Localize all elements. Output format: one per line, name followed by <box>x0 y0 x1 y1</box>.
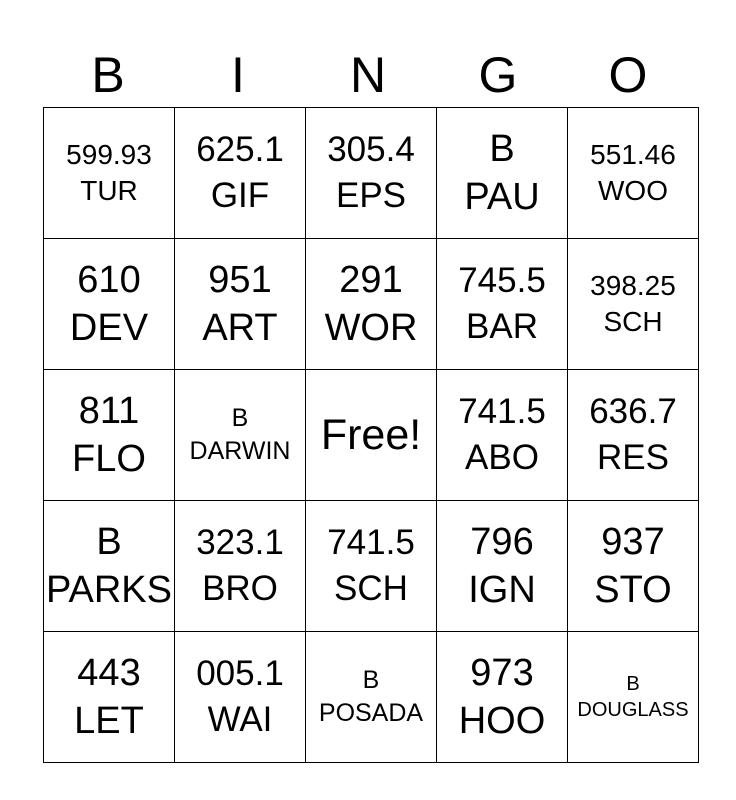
cell-call-number: 973 <box>470 652 534 694</box>
board-row <box>44 239 699 370</box>
bingo-cell[interactable] <box>568 632 699 763</box>
cell-content <box>44 239 174 369</box>
bingo-cell[interactable] <box>568 370 699 501</box>
bingo-cell[interactable] <box>175 239 306 370</box>
cell-content <box>306 501 436 631</box>
cell-call-number: 599.93 <box>66 139 152 170</box>
cell-code: HOO <box>458 700 546 742</box>
cell-call-number: 443 <box>77 652 141 694</box>
cell-content <box>44 501 174 631</box>
bingo-cell[interactable] <box>306 108 437 239</box>
bingo-cell[interactable] <box>437 632 568 763</box>
cell-code: WOO <box>598 175 668 206</box>
cell-content <box>568 108 698 238</box>
bingo-cell[interactable] <box>175 370 306 501</box>
board-row <box>44 370 699 501</box>
cell-code: WAI <box>207 700 273 739</box>
cell-code: FLO <box>72 438 146 480</box>
header-letter-o: O <box>608 47 648 103</box>
bingo-cell[interactable] <box>44 108 175 239</box>
cell-content <box>175 370 305 500</box>
cell-code: BAR <box>466 307 538 346</box>
cell-code: POSADA <box>318 699 424 727</box>
cell-code: SCH <box>603 306 663 337</box>
cell-content <box>568 239 698 369</box>
bingo-cell[interactable] <box>306 501 437 632</box>
cell-code: BRO <box>202 569 278 608</box>
header-letter-n: N <box>349 47 387 103</box>
bingo-cell[interactable] <box>437 370 568 501</box>
header-letter-i: I <box>231 47 245 103</box>
bingo-cell[interactable] <box>175 108 306 239</box>
cell-code: TUR <box>80 175 138 206</box>
cell-content <box>437 108 567 238</box>
bingo-cell[interactable] <box>44 370 175 501</box>
cell-content <box>568 501 698 631</box>
cell-code: DARWIN <box>189 437 291 465</box>
cell-content <box>44 108 174 238</box>
cell-code: WOR <box>324 307 418 349</box>
cell-call-number: 625.1 <box>196 130 284 169</box>
cell-call-number: 610 <box>77 259 141 301</box>
cell-code: EPS <box>335 176 407 215</box>
cell-content <box>44 370 174 500</box>
bingo-cell[interactable] <box>568 239 699 370</box>
cell-call-number: B <box>489 128 515 170</box>
cell-content <box>437 632 567 762</box>
cell-call-number: 741.5 <box>327 523 415 562</box>
bingo-cell[interactable] <box>306 370 437 501</box>
cell-code: IGN <box>468 569 536 611</box>
cell-code: GIF <box>210 176 270 215</box>
cell-code: DOUGLASS <box>577 699 689 721</box>
cell-call-number: 305.4 <box>327 130 415 169</box>
cell-content <box>175 632 305 762</box>
cell-code: STO <box>594 569 672 611</box>
cell-call-number: 323.1 <box>196 523 284 562</box>
bingo-cell[interactable] <box>568 108 699 239</box>
bingo-cell[interactable] <box>306 239 437 370</box>
cell-call-number: 398.25 <box>590 270 676 301</box>
cell-code: RES <box>597 438 669 477</box>
cell-code: PARKS <box>45 569 172 611</box>
cell-call-number: 636.7 <box>589 392 677 431</box>
bingo-cell[interactable] <box>437 501 568 632</box>
cell-content <box>306 632 436 762</box>
cell-content <box>306 108 436 238</box>
cell-call-number: 951 <box>208 259 272 301</box>
cell-code: DEV <box>69 307 149 349</box>
bingo-cell[interactable] <box>44 501 175 632</box>
header-letter-b: B <box>91 47 125 103</box>
bingo-cell[interactable] <box>175 632 306 763</box>
cell-call-number: 811 <box>78 390 140 432</box>
bingo-cell[interactable] <box>175 501 306 632</box>
cell-call-number: 005.1 <box>196 654 284 693</box>
bingo-cell[interactable] <box>437 108 568 239</box>
cell-call-number: B <box>362 666 380 694</box>
bingo-header <box>43 40 693 110</box>
cell-content <box>306 239 436 369</box>
free-space-label: Free! <box>320 410 422 459</box>
cell-content <box>306 370 436 500</box>
cell-code: PAU <box>464 176 540 218</box>
cell-call-number: 741.5 <box>458 392 546 431</box>
cell-content <box>175 239 305 369</box>
cell-code: LET <box>74 700 144 742</box>
bingo-cell[interactable] <box>306 632 437 763</box>
bingo-board <box>43 107 699 763</box>
cell-call-number: B <box>96 521 122 563</box>
cell-call-number: B <box>626 673 640 695</box>
bingo-cell[interactable] <box>437 239 568 370</box>
cell-content <box>437 239 567 369</box>
cell-call-number: B <box>231 404 249 432</box>
cell-call-number: 937 <box>601 521 665 563</box>
bingo-cell[interactable] <box>44 239 175 370</box>
cell-code: ABO <box>465 438 539 477</box>
cell-content <box>437 370 567 500</box>
cell-code: SCH <box>334 569 408 608</box>
bingo-cell[interactable] <box>568 501 699 632</box>
cell-content <box>44 632 174 762</box>
cell-content <box>437 501 567 631</box>
cell-code: ART <box>202 307 278 349</box>
cell-call-number: 745.5 <box>458 261 546 300</box>
header-letter-g: G <box>478 47 518 103</box>
cell-call-number: 551.46 <box>590 139 676 170</box>
cell-content <box>175 108 305 238</box>
board-row <box>44 501 699 632</box>
cell-content <box>568 370 698 500</box>
cell-content <box>175 501 305 631</box>
cell-call-number: 796 <box>470 521 534 563</box>
board-row <box>44 632 699 763</box>
cell-call-number: 291 <box>339 259 403 301</box>
cell-content <box>568 632 698 762</box>
board-row <box>44 108 699 239</box>
bingo-cell[interactable] <box>44 632 175 763</box>
